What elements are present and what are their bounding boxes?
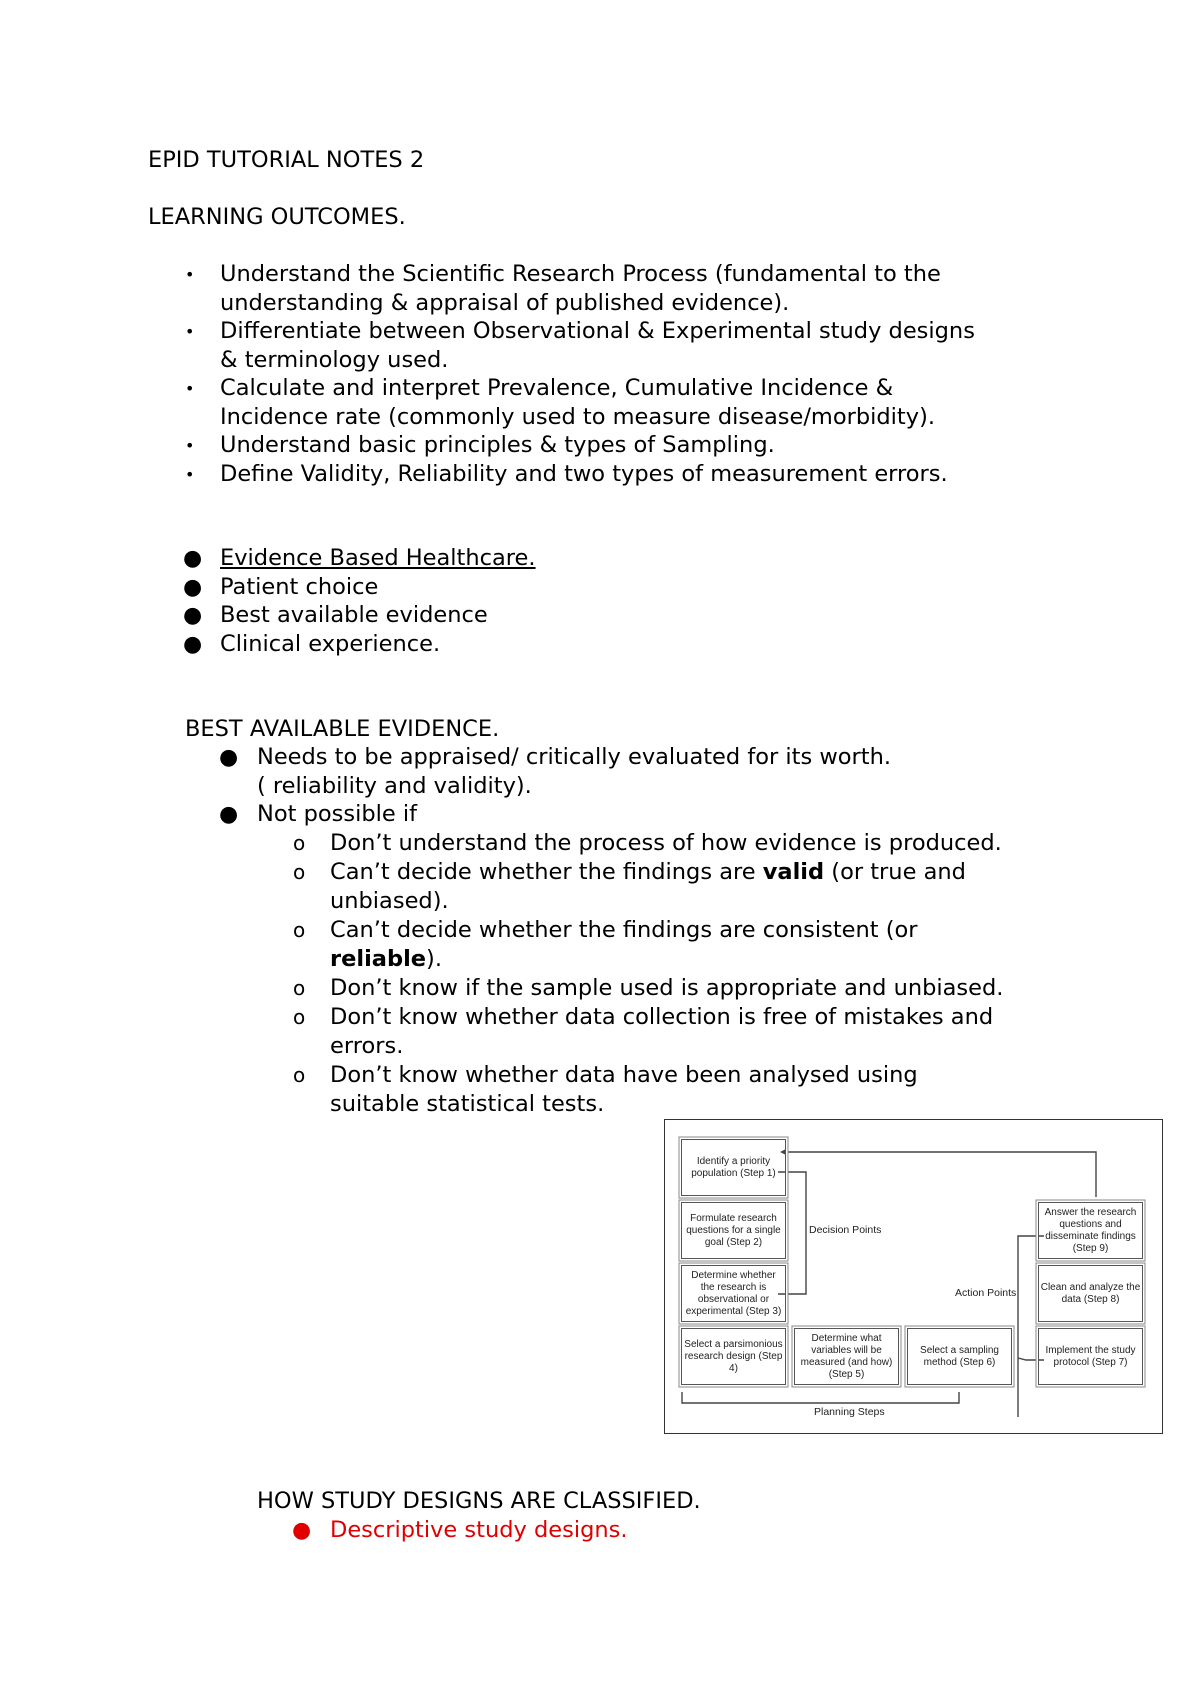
outcome-4: Understand basic principles & types of Sampling. [220,432,775,458]
bae-item-2: Not possible if [257,801,418,827]
ebh-item-1: Patient choice [220,574,379,600]
ebh-item-3: Clinical experience. [220,631,441,657]
decision-points-label: Decision Points [809,1224,882,1236]
bullet-icon: • [185,379,195,398]
bae-sub-4: Don’t know if the sample used is appropriate and unbiased. [330,975,1004,1001]
bae-item-1-line1: Needs to be appraised/ critically evaluated for its worth. [257,744,892,770]
bullet-icon: • [185,465,195,484]
circle-bullet-icon: o [293,860,306,884]
doc-title: EPID TUTORIAL NOTES 2 [148,147,425,173]
flow-step-8: Clean and analyze the data (Step 8) [1038,1265,1143,1322]
classified-item-1: Descriptive study designs. [330,1517,628,1543]
action-points-label: Action Points [955,1287,1017,1299]
bullet-icon: ● [219,802,239,827]
bae-sub-1: Don’t understand the process of how evidence is produced. [330,830,1002,856]
outcome-1-line2: understanding & appraisal of published evidence). [220,290,790,316]
bae-sub-5-line2: errors. [330,1033,404,1059]
ebh-heading: Evidence Based Healthcare. [220,545,536,571]
bae-item-1-line2: ( reliability and validity). [257,773,532,799]
outcome-2-line2: & terminology used. [220,347,449,373]
outcome-3-line2: Incidence rate (commonly used to measure disease/morbidity). [220,404,936,430]
flow-step-5: Determine what variables will be measured (and how) (Step 5) [794,1328,899,1385]
flow-step-4: Select a parsimonious research design (Step 4) [681,1328,786,1385]
bae-sub-3-text-end: ). [426,946,442,972]
bullet-icon: ● [183,632,203,657]
bullet-icon: ● [183,575,203,600]
bullet-icon: ● [183,546,203,571]
bae-sub-2 [330,858,966,887]
bullet-icon: • [185,322,195,341]
bullet-icon: • [185,436,195,455]
bae-sub-2-bold: valid [762,859,825,885]
bae-sub-2-line2: unbiased). [330,888,449,914]
ebh-item-2: Best available evidence [220,602,488,628]
bae-sub-6-line1: Don’t know whether data have been analysed using [330,1062,918,1088]
bullet-icon: ● [183,603,203,628]
bullet-icon: ● [219,745,239,770]
action-bracket-part [1018,1236,1044,1417]
bae-sub-2-text: Can’t decide whether the findings are [330,859,763,885]
circle-bullet-icon: o [293,1063,306,1087]
bae-sub-3-bold: reliable [330,946,427,972]
flow-step-6: Select a sampling method (Step 6) [907,1328,1012,1385]
bae-heading: BEST AVAILABLE EVIDENCE. [185,716,500,742]
flow-step-7: Implement the study protocol (Step 7) [1038,1328,1143,1385]
outcome-3-line1: Calculate and interpret Prevalence, Cumulative Incidence & [220,375,894,401]
flow-step-9: Answer the research questions and disseminate findings (Step 9) [1038,1202,1143,1259]
bae-sub-3-line1: Can’t decide whether the findings are consistent (or [330,917,918,943]
circle-bullet-icon: o [293,1005,306,1029]
bullet-icon: • [185,265,195,284]
bae-sub-2-text-end: (or true and [824,859,966,885]
feedback-line [788,1152,1096,1197]
flow-step-2: Formulate research questions for a single goal (Step 2) [681,1202,786,1259]
outcome-5: Define Validity, Reliability and two types of measurement errors. [220,461,948,487]
bae-sub-6-line2: suitable statistical tests. [330,1091,605,1117]
flow-step-1: Identify a priority population (Step 1) [681,1139,786,1196]
circle-bullet-icon: o [293,831,306,855]
bae-sub-5-line1: Don’t know whether data collection is free of mistakes and [330,1004,994,1030]
outcome-2-line1: Differentiate between Observational & Experimental study designs [220,318,975,344]
circle-bullet-icon: o [293,976,306,1000]
planning-bracket [682,1392,959,1403]
classified-heading: HOW STUDY DESIGNS ARE CLASSIFIED. [257,1488,701,1514]
outcome-1-line1: Understand the Scientific Research Process (fundamental to the [220,261,941,287]
learning-outcomes-heading: LEARNING OUTCOMES. [148,204,406,230]
flow-step-3: Determine whether the research is observational or experimental (Step 3) [681,1265,786,1322]
bae-sub-3-line2 [330,945,442,974]
bullet-icon: ● [292,1518,312,1543]
circle-bullet-icon: o [293,918,306,942]
planning-steps-label: Planning Steps [814,1406,885,1418]
